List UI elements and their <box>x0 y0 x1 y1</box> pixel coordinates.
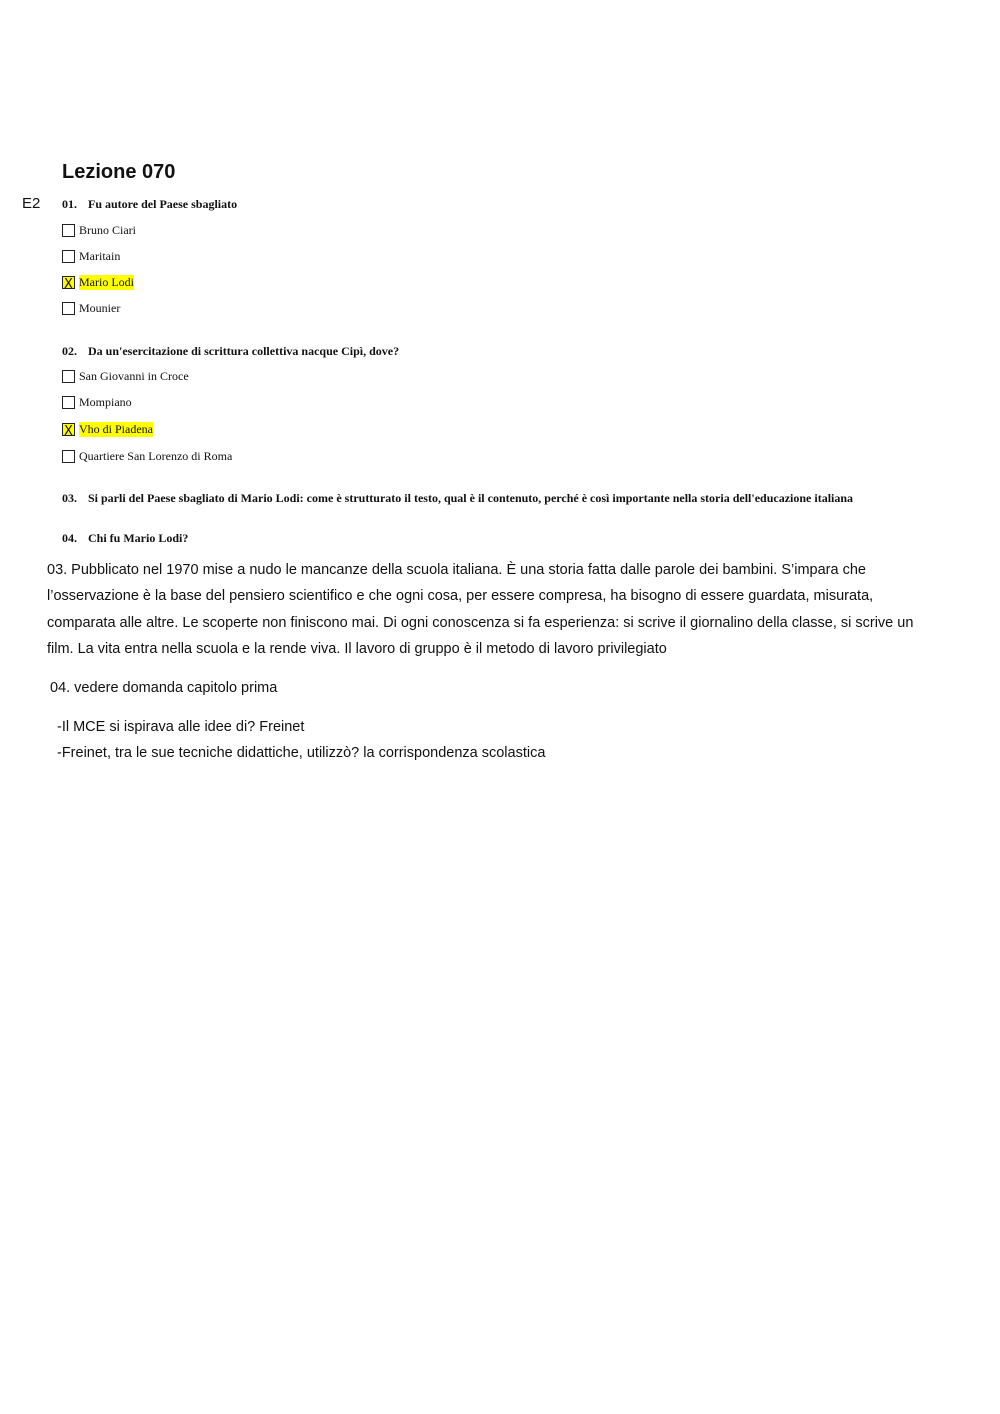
answer-03 <box>47 557 987 662</box>
question-number: 01. <box>62 197 77 211</box>
option-label: Quartiere San Lorenzo di Roma <box>79 448 233 463</box>
question-04 <box>62 531 188 546</box>
option-q02-3[interactable] <box>62 421 153 437</box>
question-01 <box>62 197 237 212</box>
option-label: Bruno Ciari <box>79 222 136 237</box>
margin-tag: E2 <box>22 195 41 212</box>
answer-line: comparata alle altre. Le scoperte non finiscono mai. Di ogni conoscenza si fa esperienza: si scrive il giornalino della classe, si scrive un <box>47 614 914 631</box>
option-q01-2[interactable] <box>62 248 120 264</box>
check-x-icon: X <box>64 276 73 292</box>
option-q01-1[interactable] <box>62 222 136 238</box>
option-q01-4[interactable] <box>62 300 120 316</box>
question-number: 03. <box>62 491 77 505</box>
question-number: 04. <box>62 531 77 545</box>
option-label: Mounier <box>79 300 121 315</box>
checkbox[interactable] <box>62 250 75 263</box>
question-text: Chi fu Mario Lodi? <box>88 531 189 545</box>
question-02 <box>62 344 399 359</box>
checkbox-checked[interactable] <box>62 276 75 292</box>
page-title: Lezione 070 <box>62 161 176 183</box>
option-q02-2[interactable] <box>62 394 132 410</box>
note-line: -Il MCE si ispirava alle idee di? Freinet <box>57 719 305 735</box>
check-x-icon: X <box>64 423 73 439</box>
option-label-selected: Vho di Piadena <box>79 421 153 436</box>
checkbox[interactable] <box>62 224 75 237</box>
option-q02-4[interactable] <box>62 448 232 464</box>
question-text: Da un'esercitazione di scrittura collettiva nacque Cipì, dove? <box>88 344 400 358</box>
option-label: Mompiano <box>79 394 132 409</box>
question-number: 02. <box>62 344 77 358</box>
checkbox[interactable] <box>62 396 75 409</box>
checkbox-checked[interactable] <box>62 423 75 439</box>
option-label: San Giovanni in Croce <box>79 368 189 383</box>
option-q01-3[interactable] <box>62 274 134 290</box>
checkbox[interactable] <box>62 450 75 463</box>
note-line: -Freinet, tra le sue tecniche didattiche, utilizzò? la corrispondenza scolastica <box>57 745 546 761</box>
option-label-selected: Mario Lodi <box>79 274 134 289</box>
answer-line: 03. Pubblicato nel 1970 mise a nudo le mancanze della scuola italiana. È una storia fatta dalle parole dei bambini. S’impara che <box>47 562 866 578</box>
answer-line: l’osservazione è la base del pensiero scientifico e che ogni cosa, per essere compresa, ha bisogno di essere guardata, misurata, <box>47 588 874 605</box>
checkbox[interactable] <box>62 302 75 315</box>
question-text: Si parli del Paese sbagliato di Mario Lodi: come è strutturato il testo, qual è il contenuto, perché è così importante nella storia dell'educazione italiana <box>88 491 854 505</box>
option-q02-1[interactable] <box>62 368 189 384</box>
question-text: Fu autore del Paese sbagliato <box>88 197 238 211</box>
option-label: Maritain <box>79 248 121 263</box>
question-03 <box>62 491 853 506</box>
answer-line: film. La vita entra nella scuola e la rende viva. Il lavoro di gruppo è il metodo di lavoro privilegiato <box>47 640 667 657</box>
checkbox[interactable] <box>62 370 75 383</box>
answer-04: 04. vedere domanda capitolo prima <box>50 680 278 696</box>
